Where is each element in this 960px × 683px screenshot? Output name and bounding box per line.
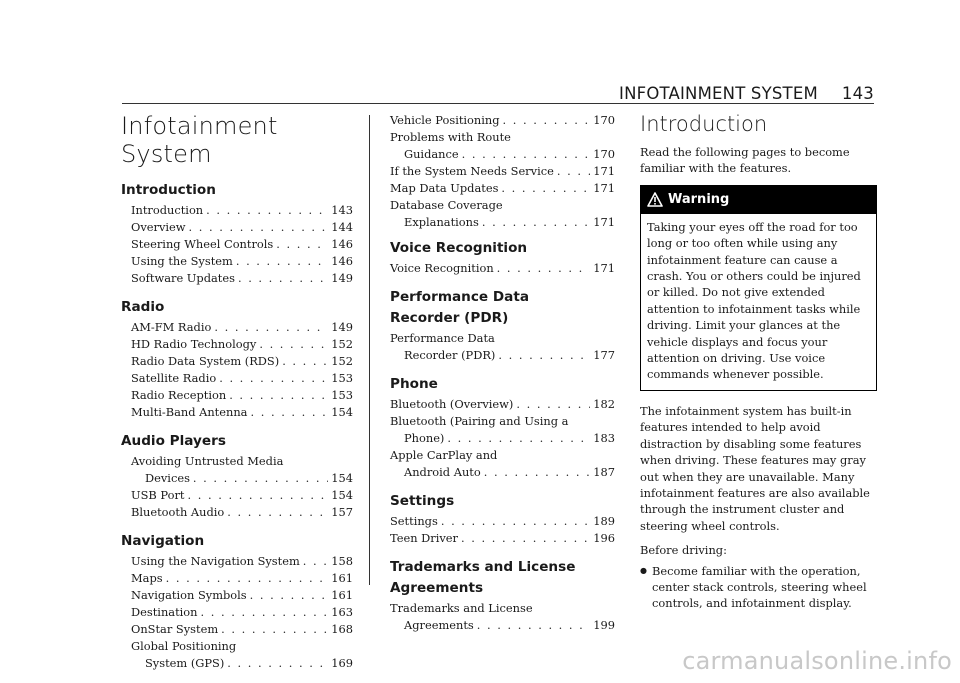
toc-entry[interactable]: Voice Recognition . . . 171 <box>390 260 615 277</box>
toc-heading-line-2: Agreements <box>390 580 484 596</box>
toc-entry[interactable]: Multi-Band Antenna . . . 154 <box>121 404 353 421</box>
warning-triangle-icon <box>647 192 663 207</box>
toc-entry[interactable]: Using the Navigation System . . . 158 <box>121 553 353 570</box>
before-driving-label: Before driving: <box>640 543 727 558</box>
introduction-lead: Read the following pages to become familiar with the features. <box>640 145 850 176</box>
page-number: 143 <box>841 84 874 103</box>
header-rule <box>122 103 874 104</box>
toc-entry[interactable]: Destination . . . 163 <box>121 604 353 621</box>
toc-section-trademarks <box>390 558 615 634</box>
toc-entry[interactable]: OnStar System . . . 168 <box>121 621 353 638</box>
toc-entry[interactable]: Settings . . . 189 <box>390 513 615 530</box>
toc-section-radio <box>121 298 353 421</box>
toc-heading-line-2: Recorder (PDR) <box>390 310 509 326</box>
toc-section-settings <box>390 492 615 547</box>
toc-entry[interactable]: Introduction . . . 143 <box>121 202 353 219</box>
introduction-column <box>640 112 877 612</box>
toc-entry[interactable]: AM-FM Radio . . . 149 <box>121 319 353 336</box>
watermark: carmanualsonline.info <box>682 647 952 675</box>
running-header <box>619 84 874 103</box>
toc-entry[interactable]: Map Data Updates . . . 171 <box>390 180 615 197</box>
toc-section-pdr <box>390 288 615 364</box>
toc-entry[interactable]: Performance Data Recorder (PDR) . . . 177 <box>390 330 615 364</box>
toc-entry[interactable]: Satellite Radio . . . 153 <box>121 370 353 387</box>
toc-entry[interactable]: Bluetooth Audio . . . 157 <box>121 504 353 521</box>
toc-entry[interactable]: Vehicle Positioning . . . 170 <box>390 112 615 129</box>
toc-entry[interactable]: Radio Data System (RDS) . . . 152 <box>121 353 353 370</box>
toc-entry[interactable]: Problems with Route Guidance . . . 170 <box>390 129 615 163</box>
toc-entry[interactable]: If the System Needs Service . . . 171 <box>390 163 615 180</box>
toc-section-phone <box>390 375 615 481</box>
toc-heading: Voice Recognition <box>390 240 528 256</box>
toc-entry[interactable]: Teen Driver . . . 196 <box>390 530 615 547</box>
toc-section-navigation <box>121 532 353 672</box>
toc-entry[interactable]: Using the System . . . 146 <box>121 253 353 270</box>
toc-entry[interactable]: Trademarks and License Agreements . . . 199 <box>390 600 615 634</box>
warning-title: Warning <box>668 192 730 208</box>
toc-entry[interactable]: Overview . . . 144 <box>121 219 353 236</box>
header-section: INFOTAINMENT SYSTEM <box>619 84 818 103</box>
toc-entry[interactable]: Global Positioning System (GPS) . . . 169 <box>121 638 353 672</box>
toc-entry[interactable]: Bluetooth (Overview) . . . 182 <box>390 396 615 413</box>
toc-heading: Trademarks and License <box>390 559 576 575</box>
toc-section-audio-players <box>121 432 353 521</box>
toc-heading: Navigation <box>121 533 205 549</box>
toc-heading: Phone <box>390 376 438 392</box>
list-item: ● Become familiar with the operation, center stack controls, steering wheel controls, and infotainment display. <box>640 563 877 612</box>
toc-heading: Settings <box>390 493 455 509</box>
toc-heading: Performance Data <box>390 289 529 305</box>
column-divider <box>369 115 370 585</box>
toc-heading: Introduction <box>121 182 216 198</box>
introduction-body: The infotainment system has built-in features intended to help avoid distraction by disabling some features when driving. These features may gray out when they are unavailable. Many infotainment features are also available through the instrument cluster and steering wheel controls. <box>640 403 870 533</box>
toc-entry[interactable]: USB Port . . . 154 <box>121 487 353 504</box>
introduction-title: Introduction <box>640 112 768 136</box>
toc-entry[interactable]: HD Radio Technology . . . 152 <box>121 336 353 353</box>
toc-entry[interactable]: Radio Reception . . . 153 <box>121 387 353 404</box>
before-driving-list <box>640 563 877 612</box>
toc-entry[interactable]: Database Coverage Explanations . . . 171 <box>390 197 615 231</box>
toc-entry[interactable]: Apple CarPlay and Android Auto . . . 187 <box>390 447 615 481</box>
toc-section-navigation-cont <box>390 112 615 231</box>
chapter-title: Infotainment System <box>121 112 278 168</box>
toc-entry[interactable]: Navigation Symbols . . . 161 <box>121 587 353 604</box>
toc-column-1 <box>121 112 353 683</box>
warning-header <box>641 186 876 214</box>
toc-column-2 <box>390 112 615 645</box>
warning-box <box>640 185 877 391</box>
toc-entry[interactable]: Avoiding Untrusted Media Devices . . . 154 <box>121 453 353 487</box>
toc-section-introduction <box>121 181 353 287</box>
toc-entry[interactable]: Steering Wheel Controls . . . 146 <box>121 236 353 253</box>
toc-heading: Audio Players <box>121 433 226 449</box>
warning-text: Taking your eyes off the road for too long or too often while using any infotainment feature can cause a crash. You or others could be injured or killed. Do not give extended attention to infotainment tasks while driving. Limit your glances at the vehicle displays and focus your attention on driving. Use voice commands whenever possible. <box>647 219 861 382</box>
toc-section-voice-recognition <box>390 239 615 277</box>
toc-entry[interactable]: Software Updates . . . 149 <box>121 270 353 287</box>
toc-entry[interactable]: Maps . . . 161 <box>121 570 353 587</box>
toc-entry[interactable]: Bluetooth (Pairing and Using a Phone) . . . 183 <box>390 413 615 447</box>
toc-heading: Radio <box>121 299 165 315</box>
